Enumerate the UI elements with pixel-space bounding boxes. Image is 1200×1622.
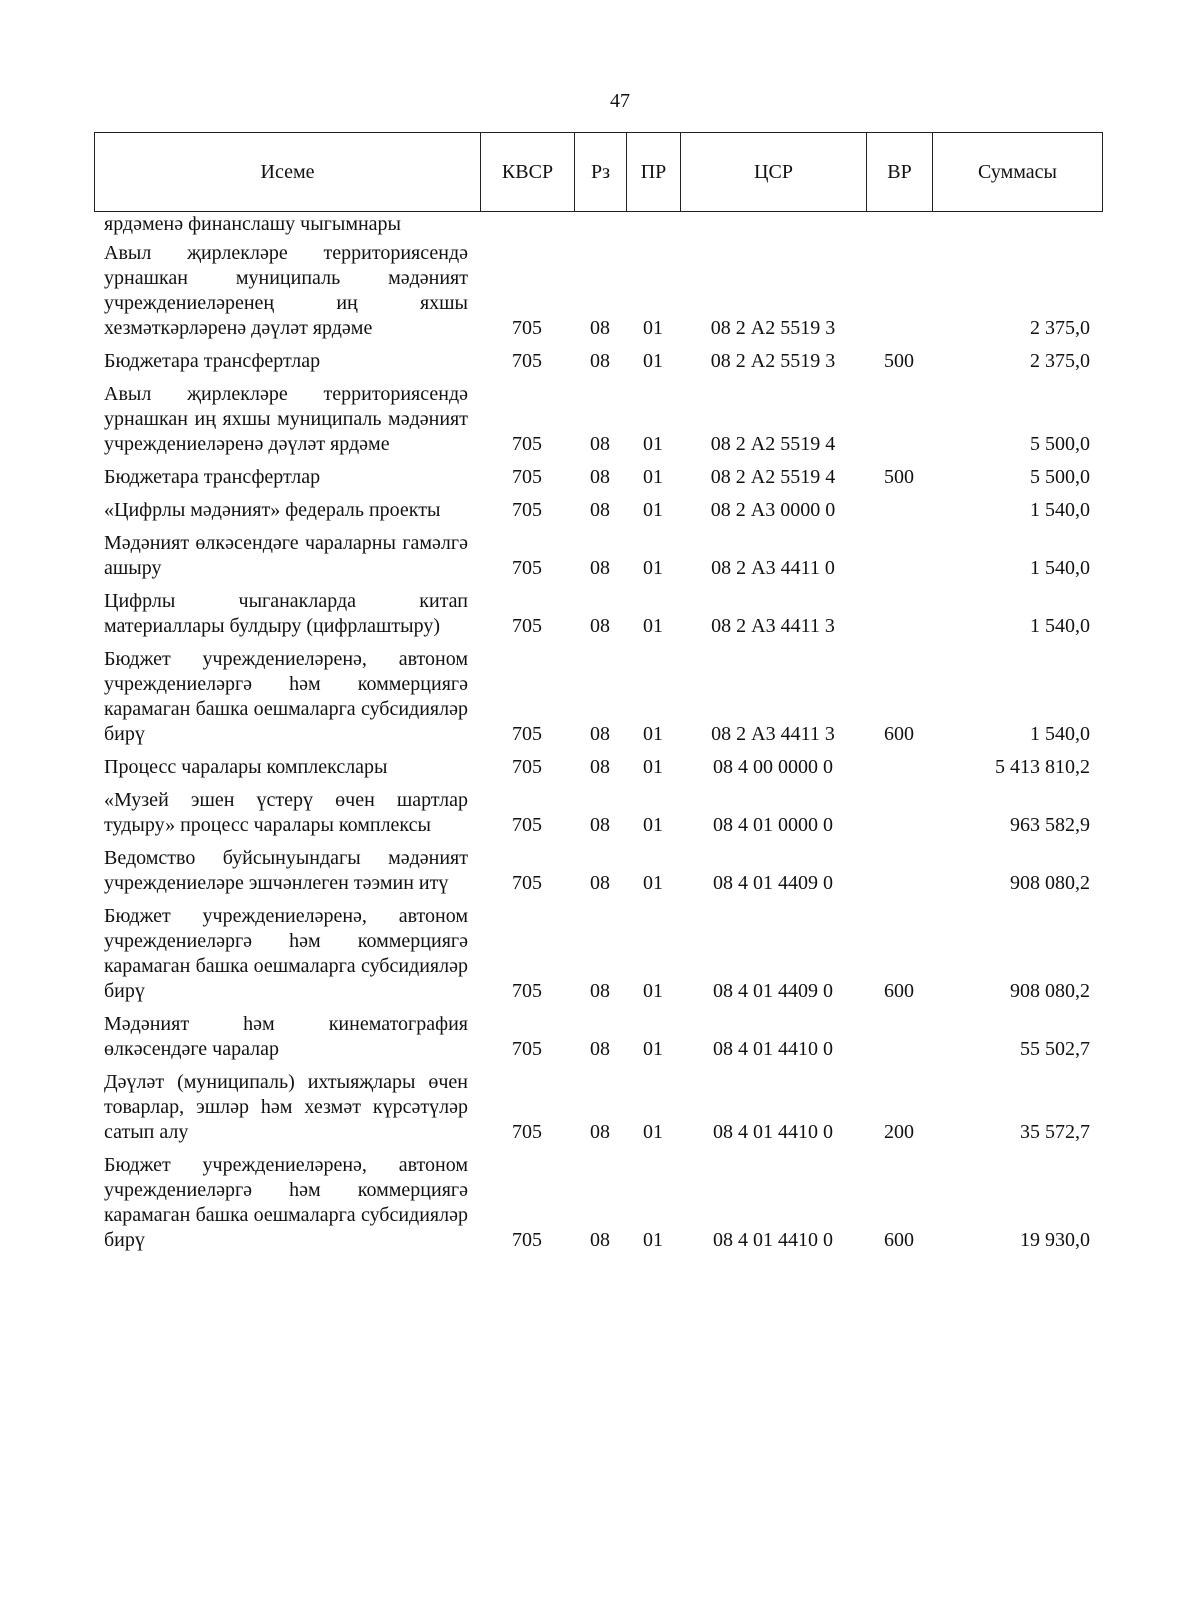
cell-sum: 35 572,7: [1020, 1121, 1090, 1143]
table-row: [94, 212, 1102, 241]
header-rz: Рз: [575, 133, 627, 212]
cell-pr: 01: [643, 1229, 663, 1251]
cell-pr: 01: [643, 317, 663, 339]
cell-rz: 08: [590, 1038, 610, 1060]
table-row: [94, 904, 1102, 1012]
cell-pr: 01: [643, 872, 663, 894]
cell-kvsr: 705: [512, 814, 542, 836]
cell-csr: 08 4 00 0000 0: [713, 756, 833, 778]
cell-pr: 01: [643, 1121, 663, 1143]
cell-rz: 08: [590, 466, 610, 488]
cell-name: Авыл җирлекләре территориясендә урнашкан муниципаль мәдәният учреждениеләренең иң яхшы хезмәткәрләренә дәүләт ярдәме: [104, 242, 468, 339]
cell-vr: [866, 498, 932, 531]
cell-sum: 5 500,0: [1030, 466, 1090, 488]
cell-rz: [574, 212, 626, 241]
table-row: [94, 498, 1102, 531]
cell-csr: 08 4 01 4410 0: [713, 1121, 833, 1143]
cell-kvsr: 705: [512, 1038, 542, 1060]
cell-rz: 08: [590, 499, 610, 521]
cell-sum: 963 582,9: [1010, 814, 1090, 836]
cell-rz: 08: [590, 317, 610, 339]
cell-rz: 08: [590, 1121, 610, 1143]
cell-name: Цифрлы чыганакларда китап материаллары булдыру (цифрлаштыру): [104, 590, 468, 637]
cell-sum: [932, 212, 1102, 241]
cell-csr: 08 4 01 0000 0: [713, 814, 833, 836]
cell-sum: 2 375,0: [1030, 350, 1090, 372]
cell-rz: 08: [590, 1229, 610, 1251]
cell-sum: 19 930,0: [1020, 1229, 1090, 1251]
cell-pr: [626, 212, 680, 241]
cell-pr: 01: [643, 557, 663, 579]
cell-sum: 1 540,0: [1030, 557, 1090, 579]
header-row: [95, 133, 1103, 212]
cell-name: Ведомство буйсынуындагы мәдәният учреждениеләре эшчәнлеген тәэмин итү: [104, 847, 468, 894]
cell-pr: 01: [643, 723, 663, 745]
cell-vr: 200: [884, 1121, 914, 1143]
cell-rz: 08: [590, 433, 610, 455]
cell-csr: 08 2 А3 0000 0: [710, 499, 836, 521]
cell-name: Бюджетара трансфертлар: [104, 466, 321, 488]
table-row: [94, 755, 1102, 788]
cell-name: Бюджетара трансфертлар: [104, 350, 321, 372]
cell-name: Бюджет учреждениеләренә, автоном учреждениеләргә һәм коммерциягә карамаган башка оешмаларга субсидияләр бирү: [104, 1154, 468, 1251]
cell-kvsr: 705: [512, 466, 542, 488]
cell-vr: [866, 241, 932, 349]
cell-kvsr: 705: [512, 1121, 542, 1143]
cell-pr: 01: [643, 350, 663, 372]
cell-kvsr: 705: [512, 1229, 542, 1251]
cell-name: Бюджет учреждениеләренә, автоном учреждениеләргә һәм коммерциягә карамаган башка оешмаларга субсидияләр бирү: [104, 648, 468, 745]
cell-vr: 500: [884, 350, 914, 372]
cell-pr: 01: [643, 814, 663, 836]
cell-rz: 08: [590, 814, 610, 836]
cell-pr: 01: [643, 499, 663, 521]
cell-name: Процесс чаралары комплекслары: [104, 756, 388, 778]
cell-csr: 08 2 А2 5519 3: [710, 350, 836, 372]
cell-rz: 08: [590, 615, 610, 637]
cell-sum: 908 080,2: [1010, 872, 1090, 894]
cell-kvsr: 705: [512, 499, 542, 521]
cell-name: Дәүләт (муниципаль) ихтыяҗлары өчен товарлар, эшләр һәм хезмәт күрсәтүләр сатып алу: [104, 1071, 468, 1143]
cell-rz: 08: [590, 350, 610, 372]
cell-sum: 55 502,7: [1020, 1038, 1090, 1060]
cell-name: Авыл җирлекләре территориясендә урнашкан иң яхшы муниципаль мәдәният учреждениеләренә дәүләт ярдәме: [104, 383, 468, 455]
cell-vr: [866, 755, 932, 788]
cell-csr: 08 4 01 4410 0: [713, 1229, 833, 1251]
table-row: [94, 349, 1102, 382]
cell-kvsr: 705: [512, 433, 542, 455]
table-row: [94, 1012, 1102, 1070]
cell-csr: 08 4 01 4410 0: [713, 1038, 833, 1060]
cell-sum: 1 540,0: [1030, 615, 1090, 637]
table-row: [94, 647, 1102, 755]
cell-name: Бюджет учреждениеләренә, автоном учреждениеләргә һәм коммерциягә карамаган башка оешмаларга субсидияләр бирү: [104, 905, 468, 1002]
header-vr: ВР: [867, 133, 933, 212]
table-row: [94, 465, 1102, 498]
page-number: 47: [610, 90, 630, 112]
table-row: [94, 531, 1102, 589]
cell-kvsr: 705: [512, 723, 542, 745]
cell-vr: [866, 846, 932, 904]
cell-name: Мәдәният өлкәсендәге чараларны гамәлгә ашыру: [104, 532, 468, 579]
table-row: [94, 1153, 1102, 1261]
cell-vr: 600: [884, 1229, 914, 1251]
header-name: Исеме: [95, 133, 481, 212]
cell-vr: 600: [884, 723, 914, 745]
cell-rz: 08: [590, 557, 610, 579]
cell-rz: 08: [590, 980, 610, 1002]
header-kvsr: КВСР: [481, 133, 575, 212]
cell-sum: 908 080,2: [1010, 980, 1090, 1002]
cell-pr: 01: [643, 1038, 663, 1060]
table-row: [94, 241, 1102, 349]
cell-name: «Цифрлы мәдәният» федераль проекты: [104, 499, 441, 521]
table-row: [94, 382, 1102, 465]
cell-vr: [866, 589, 932, 647]
cell-rz: 08: [590, 756, 610, 778]
cell-csr: 08 2 А3 4411 3: [711, 615, 835, 637]
cell-csr: 08 2 А2 5519 3: [710, 317, 836, 339]
cell-vr: [866, 382, 932, 465]
cell-csr: 08 2 А3 4411 3: [711, 723, 835, 745]
cell-kvsr: 705: [512, 980, 542, 1002]
cell-csr: 08 4 01 4409 0: [713, 980, 833, 1002]
cell-vr: 600: [884, 980, 914, 1002]
cell-csr: 08 4 01 4409 0: [713, 872, 833, 894]
header-sum: Суммасы: [933, 133, 1103, 212]
cell-kvsr: 705: [512, 557, 542, 579]
cell-pr: 01: [643, 615, 663, 637]
cell-csr: [680, 212, 866, 241]
cell-name: «Музей эшен үстерү өчен шартлар тудыру» процесс чаралары комплексы: [104, 789, 468, 836]
table-row: [94, 589, 1102, 647]
table-row: [94, 846, 1102, 904]
cell-vr: [866, 212, 932, 241]
cell-kvsr: 705: [512, 615, 542, 637]
header-pr: ПР: [627, 133, 681, 212]
cell-vr: [866, 531, 932, 589]
cell-name: Мәдәният һәм кинематография өлкәсендәге чаралар: [104, 1013, 468, 1060]
cell-kvsr: 705: [512, 756, 542, 778]
cell-pr: 01: [643, 433, 663, 455]
cell-sum: 1 540,0: [1030, 499, 1090, 521]
cell-sum: 2 375,0: [1030, 317, 1090, 339]
table-header: [94, 132, 1103, 212]
cell-kvsr: 705: [512, 350, 542, 372]
cell-pr: 01: [643, 466, 663, 488]
cell-vr: [866, 788, 932, 846]
cell-name: ярдәменә финанслашу чыгымнары: [104, 213, 401, 235]
cell-rz: 08: [590, 872, 610, 894]
cell-csr: 08 2 А3 4411 0: [711, 557, 835, 579]
cell-pr: 01: [643, 756, 663, 778]
cell-rz: 08: [590, 723, 610, 745]
cell-kvsr: [480, 212, 574, 241]
cell-sum: 5 500,0: [1030, 433, 1090, 455]
cell-csr: 08 2 А2 5519 4: [710, 466, 836, 488]
cell-kvsr: 705: [512, 872, 542, 894]
cell-kvsr: 705: [512, 317, 542, 339]
cell-sum: 5 413 810,2: [995, 756, 1090, 778]
cell-vr: 500: [884, 466, 914, 488]
table-row: [94, 1070, 1102, 1153]
cell-sum: 1 540,0: [1030, 723, 1090, 745]
table-row: [94, 788, 1102, 846]
cell-csr: 08 2 А2 5519 4: [710, 433, 836, 455]
header-csr: ЦСР: [681, 133, 867, 212]
budget-table: [94, 212, 1102, 1261]
cell-vr: [866, 1012, 932, 1070]
cell-pr: 01: [643, 980, 663, 1002]
